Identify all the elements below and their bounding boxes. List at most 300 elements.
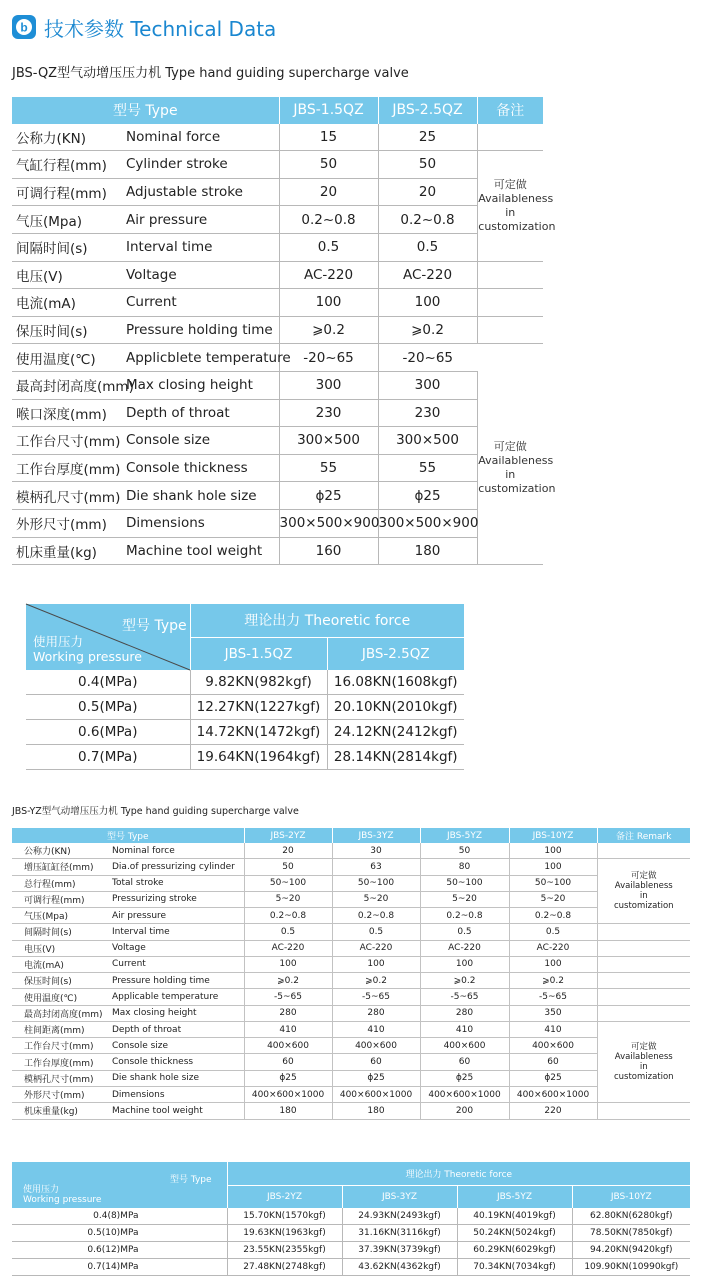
param-value: 400×600 xyxy=(244,1038,332,1054)
param-value: -5~65 xyxy=(332,989,420,1005)
param-value: AC-220 xyxy=(332,940,420,956)
remark-line: Availableness in xyxy=(614,1052,673,1073)
param-value: 5~20 xyxy=(420,891,509,907)
model-header: JBS-5YZ xyxy=(420,828,509,843)
model-header: JBS-1.5QZ xyxy=(190,637,327,670)
force-value: 23.55KN(2355kgf) xyxy=(227,1242,342,1259)
pressure-value: 0.4(MPa) xyxy=(26,670,190,695)
param-value: 100 xyxy=(279,289,378,317)
param-value: 100 xyxy=(509,859,597,875)
param-value: 230 xyxy=(378,399,477,427)
section-heading xyxy=(12,12,276,42)
param-name-en: Console size xyxy=(110,1038,244,1054)
param-name-cn: 可调行程(mm) xyxy=(12,891,110,907)
remark-cell xyxy=(477,371,556,564)
param-name-cn: 使用温度(℃) xyxy=(12,344,124,372)
pressure-value: 0.7(MPa) xyxy=(26,745,190,770)
param-name-en: Total stroke xyxy=(110,875,244,891)
param-name-cn: 电压(V) xyxy=(12,261,124,289)
remark-cell xyxy=(477,289,543,317)
param-value: 50 xyxy=(378,151,477,179)
param-value: 50 xyxy=(420,843,509,859)
table-row xyxy=(12,1103,690,1119)
param-value: 50~100 xyxy=(509,875,597,891)
param-name-cn: 工作台厚度(mm) xyxy=(12,1054,110,1070)
table-row xyxy=(12,509,543,537)
param-value: 55 xyxy=(279,454,378,482)
param-value: 55 xyxy=(378,454,477,482)
remark-line: customization xyxy=(478,481,556,495)
param-value: ϕ25 xyxy=(509,1070,597,1086)
table-row xyxy=(12,482,543,510)
param-value: 400×600×1000 xyxy=(509,1086,597,1102)
param-name-en: Pressure holding time xyxy=(124,316,279,344)
param-name-cn: 机床重量(kg) xyxy=(12,1103,110,1119)
table-row xyxy=(12,427,543,455)
remark-line: Availableness xyxy=(478,453,554,467)
param-value: 0.5 xyxy=(420,924,509,940)
param-value: -20~65 xyxy=(279,344,378,372)
param-value: 220 xyxy=(509,1103,597,1119)
param-value: 400×600 xyxy=(332,1038,420,1054)
force-value: 40.19KN(4019kgf) xyxy=(457,1208,572,1225)
force-value: 9.82KN(982kgf) xyxy=(190,670,327,695)
param-value: 300×500×900 xyxy=(378,509,477,537)
param-value: 5~20 xyxy=(332,891,420,907)
param-name-en: Die shank hole size xyxy=(110,1070,244,1086)
param-name-en: Voltage xyxy=(124,261,279,289)
force-value: 28.14KN(2814kgf) xyxy=(327,745,464,770)
param-name-cn: 使用温度(℃) xyxy=(12,989,110,1005)
param-name-en: Interval time xyxy=(110,924,244,940)
force-value: 31.16KN(3116kgf) xyxy=(342,1225,457,1242)
param-value: 180 xyxy=(332,1103,420,1119)
param-name-en: Applicable temperature xyxy=(110,989,244,1005)
remark-cell xyxy=(477,151,556,261)
force-value: 24.93KN(2493kgf) xyxy=(342,1208,457,1225)
param-value: 100 xyxy=(509,843,597,859)
param-value: 100 xyxy=(244,956,332,972)
table-row xyxy=(12,1225,690,1242)
param-value: 410 xyxy=(509,1021,597,1037)
table-row xyxy=(12,908,690,924)
table-row xyxy=(26,670,464,695)
param-value: 60 xyxy=(332,1054,420,1070)
model-header: JBS-5YZ xyxy=(457,1185,572,1208)
param-value: 280 xyxy=(420,1005,509,1021)
param-value: 230 xyxy=(279,399,378,427)
param-name-en: Voltage xyxy=(110,940,244,956)
param-value: 50 xyxy=(279,151,378,179)
param-value: ⩾0.2 xyxy=(509,973,597,989)
model-header: JBS-3YZ xyxy=(342,1185,457,1208)
pressure-value: 0.7(14)MPa xyxy=(12,1259,227,1276)
param-name-cn: 模柄孔尺寸(mm) xyxy=(12,482,124,510)
param-name-en: Pressurizing stroke xyxy=(110,891,244,907)
remark-cell xyxy=(597,1021,690,1102)
param-name-en: Nominal force xyxy=(124,124,279,151)
remark-text xyxy=(478,439,556,496)
b-logo-icon xyxy=(12,15,36,39)
table-row xyxy=(26,720,464,745)
table-row xyxy=(12,940,690,956)
param-name-en: Applicblete temperature xyxy=(124,344,279,372)
param-name-cn: 电流(mA) xyxy=(12,289,124,317)
type-header: 型号 Type xyxy=(12,828,244,843)
table-row xyxy=(12,316,543,344)
model-header: JBS-2YZ xyxy=(227,1185,342,1208)
force-value: 19.64KN(1964kgf) xyxy=(190,745,327,770)
param-value: 410 xyxy=(244,1021,332,1037)
model-header: JBS-2YZ xyxy=(244,828,332,843)
param-value: -5~65 xyxy=(420,989,509,1005)
table-row xyxy=(12,151,543,179)
param-value: 0.2~0.8 xyxy=(509,908,597,924)
param-value: ⩾0.2 xyxy=(378,316,477,344)
table-row xyxy=(12,289,543,317)
table-row xyxy=(12,233,543,261)
param-value: 20 xyxy=(378,178,477,206)
force-value: 43.62KN(4362kgf) xyxy=(342,1259,457,1276)
table-header-row xyxy=(12,828,690,843)
param-value: ϕ25 xyxy=(279,482,378,510)
table-row xyxy=(12,537,543,565)
param-name-cn: 公称力(KN) xyxy=(12,843,110,859)
type-label: 型号 Type xyxy=(122,618,187,634)
force-value: 109.90KN(10990kgf) xyxy=(572,1259,690,1276)
table-row xyxy=(12,1086,690,1102)
yz-spec-table xyxy=(12,828,690,1120)
param-value: 280 xyxy=(332,1005,420,1021)
table-row xyxy=(12,973,690,989)
table-row xyxy=(12,1259,690,1276)
param-value: 25 xyxy=(378,124,477,151)
param-value: 280 xyxy=(244,1005,332,1021)
param-value: AC-220 xyxy=(509,940,597,956)
model-header: JBS-3YZ xyxy=(332,828,420,843)
param-value: 160 xyxy=(279,537,378,565)
remark-line: in xyxy=(505,467,516,481)
param-name-cn: 气压(Mpa) xyxy=(12,908,110,924)
param-name-cn: 气压(Mpa) xyxy=(12,206,124,234)
param-name-en: Cylinder stroke xyxy=(124,151,279,179)
force-value: 60.29KN(6029kgf) xyxy=(457,1242,572,1259)
table-row xyxy=(12,1208,690,1225)
param-value: 100 xyxy=(332,956,420,972)
param-value: 400×600×1000 xyxy=(420,1086,509,1102)
force-value: 78.50KN(7850kgf) xyxy=(572,1225,690,1242)
table-row xyxy=(12,1005,690,1021)
param-name-en: Pressure holding time xyxy=(110,973,244,989)
param-name-en: Console thickness xyxy=(110,1054,244,1070)
diagonal-header-cell xyxy=(26,604,190,670)
force-value: 24.12KN(2412kgf) xyxy=(327,720,464,745)
table-header-row xyxy=(12,97,543,124)
param-name-en: Max closing height xyxy=(124,371,279,399)
remark-text xyxy=(612,871,676,911)
remark-cell xyxy=(597,843,690,859)
remark-cell xyxy=(597,1103,690,1119)
param-value: 0.5 xyxy=(509,924,597,940)
param-value: 300×500 xyxy=(279,427,378,455)
param-name-en: Depth of throat xyxy=(110,1021,244,1037)
param-name-en: Current xyxy=(110,956,244,972)
remark-cell xyxy=(477,316,543,344)
param-name-cn: 外形尺寸(mm) xyxy=(12,509,124,537)
param-value: ϕ25 xyxy=(420,1070,509,1086)
param-name-en: Interval time xyxy=(124,233,279,261)
param-value: 0.2~0.8 xyxy=(279,206,378,234)
table-row xyxy=(12,178,543,206)
table-row xyxy=(12,924,690,940)
param-value: 300 xyxy=(279,371,378,399)
param-value: 300 xyxy=(378,371,477,399)
table-row xyxy=(12,843,690,859)
param-value: 100 xyxy=(378,289,477,317)
param-name-en: Nominal force xyxy=(110,843,244,859)
table-row xyxy=(12,344,543,372)
remark-cell xyxy=(477,124,543,151)
param-name-en: Dimensions xyxy=(124,509,279,537)
force-value: 50.24KN(5024kgf) xyxy=(457,1225,572,1242)
param-value: 63 xyxy=(332,859,420,875)
param-name-en: Dimensions xyxy=(110,1086,244,1102)
param-value: 60 xyxy=(509,1054,597,1070)
param-name-en: Depth of throat xyxy=(124,399,279,427)
remark-line: customization xyxy=(613,901,674,912)
working-pressure-label: 使用压力 Working pressure xyxy=(33,634,142,664)
param-name-cn: 增压缸缸径(mm) xyxy=(12,859,110,875)
param-name-en: Console size xyxy=(124,427,279,455)
param-value: 400×600×1000 xyxy=(244,1086,332,1102)
param-value: 0.2~0.8 xyxy=(332,908,420,924)
param-name-cn: 总行程(mm) xyxy=(12,875,110,891)
param-name-cn: 间隔时间(s) xyxy=(12,233,124,261)
param-name-cn: 最高封闭高度(mm) xyxy=(12,371,124,399)
remark-cell xyxy=(597,956,690,972)
table-row xyxy=(12,371,543,399)
param-name-cn: 喉口深度(mm) xyxy=(12,399,124,427)
force-value: 70.34KN(7034kgf) xyxy=(457,1259,572,1276)
param-value: -5~65 xyxy=(509,989,597,1005)
param-name-cn: 电压(V) xyxy=(12,940,110,956)
param-value: 0.5 xyxy=(332,924,420,940)
param-value: AC-220 xyxy=(279,261,378,289)
param-name-cn: 气缸行程(mm) xyxy=(12,151,124,179)
remark-header: 备注 Remark xyxy=(597,828,690,843)
table-row xyxy=(12,1054,690,1070)
table-row xyxy=(12,989,690,1005)
param-value: ϕ25 xyxy=(332,1070,420,1086)
force-value: 94.20KN(9420kgf) xyxy=(572,1242,690,1259)
remark-text xyxy=(612,1042,676,1082)
yz-force-table xyxy=(12,1162,690,1276)
table-row xyxy=(12,956,690,972)
table-row xyxy=(12,124,543,151)
param-value: 30 xyxy=(332,843,420,859)
table-row xyxy=(12,859,690,875)
param-value: 60 xyxy=(420,1054,509,1070)
page-title: 技术参数 Technical Data xyxy=(44,16,277,41)
param-name-cn: 间隔时间(s) xyxy=(12,924,110,940)
param-value: -5~65 xyxy=(244,989,332,1005)
remark-line: in xyxy=(505,205,516,219)
table-row xyxy=(12,206,543,234)
table-row xyxy=(26,695,464,720)
force-value: 12.27KN(1227kgf) xyxy=(190,695,327,720)
force-value: 14.72KN(1472kgf) xyxy=(190,720,327,745)
param-name-en: Adjustable stroke xyxy=(124,178,279,206)
param-value: 0.2~0.8 xyxy=(420,908,509,924)
remark-cell xyxy=(597,924,690,940)
force-value: 62.80KN(6280kgf) xyxy=(572,1208,690,1225)
remark-cell xyxy=(597,989,690,1005)
param-value: 60 xyxy=(244,1054,332,1070)
param-value: 0.5 xyxy=(378,233,477,261)
param-value: 300×500 xyxy=(378,427,477,455)
param-value: 50 xyxy=(244,859,332,875)
param-value: ⩾0.2 xyxy=(332,973,420,989)
param-name-en: Max closing height xyxy=(110,1005,244,1021)
param-value: AC-220 xyxy=(244,940,332,956)
force-value: 27.48KN(2748kgf) xyxy=(227,1259,342,1276)
force-value: 20.10KN(2010kgf) xyxy=(327,695,464,720)
remark-line: Availableness in xyxy=(614,881,673,902)
theoretic-force-header: 理论出力 Theoretic force xyxy=(190,604,464,637)
param-name-cn: 机床重量(kg) xyxy=(12,537,124,565)
remark-text xyxy=(478,177,556,234)
force-value: 16.08KN(1608kgf) xyxy=(327,670,464,695)
param-name-cn: 工作台厚度(mm) xyxy=(12,454,124,482)
param-name-en: Air pressure xyxy=(110,908,244,924)
working-pressure-label: 使用压力 Working pressure xyxy=(23,1185,102,1205)
param-value: 50~100 xyxy=(244,875,332,891)
param-value: 0.5 xyxy=(244,924,332,940)
param-name-en: Air pressure xyxy=(124,206,279,234)
param-name-cn: 最高封闭高度(mm) xyxy=(12,1005,110,1021)
param-value: 5~20 xyxy=(509,891,597,907)
remark-cell xyxy=(477,261,543,289)
param-name-en: Dia.of pressurizing cylinder xyxy=(110,859,244,875)
remark-line: Availableness xyxy=(478,191,554,205)
type-label: 型号 Type xyxy=(170,1175,212,1185)
param-name-cn: 外形尺寸(mm) xyxy=(12,1086,110,1102)
qz-spec-table xyxy=(12,97,556,565)
param-value: 0.2~0.8 xyxy=(244,908,332,924)
param-name-en: Console thickness xyxy=(124,454,279,482)
param-value: ϕ25 xyxy=(378,482,477,510)
table-row xyxy=(12,1242,690,1259)
param-name-en: Machine tool weight xyxy=(124,537,279,565)
remark-line: 可定做 xyxy=(631,871,657,882)
pressure-value: 0.6(MPa) xyxy=(26,720,190,745)
remark-line: customization xyxy=(478,219,556,233)
param-name-cn: 保压时间(s) xyxy=(12,316,124,344)
param-name-en: Die shank hole size xyxy=(124,482,279,510)
table-row xyxy=(12,261,543,289)
param-value: 400×600 xyxy=(509,1038,597,1054)
param-name-cn: 保压时间(s) xyxy=(12,973,110,989)
pressure-value: 0.5(MPa) xyxy=(26,695,190,720)
svg-text:b: b xyxy=(20,20,28,35)
param-value: -20~65 xyxy=(378,344,477,372)
param-value: ⩾0.2 xyxy=(244,973,332,989)
param-value: 0.5 xyxy=(279,233,378,261)
force-value: 37.39KN(3739kgf) xyxy=(342,1242,457,1259)
model-header: JBS-2.5QZ xyxy=(327,637,464,670)
table-row xyxy=(12,454,543,482)
param-value: 410 xyxy=(420,1021,509,1037)
type-header: 型号 Type xyxy=(12,97,279,124)
table-row xyxy=(12,1038,690,1054)
table-row xyxy=(12,1070,690,1086)
remark-cell xyxy=(597,973,690,989)
pressure-value: 0.5(10)MPa xyxy=(12,1225,227,1242)
table-row xyxy=(12,1021,690,1037)
model-header: JBS-10YZ xyxy=(509,828,597,843)
pressure-value: 0.6(12)MPa xyxy=(12,1242,227,1259)
param-name-cn: 可调行程(mm) xyxy=(12,178,124,206)
pressure-value: 0.4(8)MPa xyxy=(12,1208,227,1225)
remark-header: 备注 xyxy=(477,97,543,124)
param-name-cn: 柱间距离(mm) xyxy=(12,1021,110,1037)
param-value: 0.2~0.8 xyxy=(378,206,477,234)
model-header: JBS-10YZ xyxy=(572,1185,690,1208)
table-row xyxy=(26,745,464,770)
remark-cell xyxy=(597,1005,690,1021)
param-value: ⩾0.2 xyxy=(279,316,378,344)
param-name-cn: 模柄孔尺寸(mm) xyxy=(12,1070,110,1086)
param-value: AC-220 xyxy=(420,940,509,956)
param-value: 100 xyxy=(509,956,597,972)
param-value: ⩾0.2 xyxy=(420,973,509,989)
param-value: 180 xyxy=(244,1103,332,1119)
param-name-cn: 工作台尺寸(mm) xyxy=(12,427,124,455)
param-name-cn: 电流(mA) xyxy=(12,956,110,972)
yz-subtitle: JBS-YZ型气动增压压力机 Type hand guiding supercharge valve xyxy=(12,806,299,817)
table-row xyxy=(12,399,543,427)
param-value: 20 xyxy=(244,843,332,859)
remark-line: customization xyxy=(613,1072,674,1083)
param-value: 5~20 xyxy=(244,891,332,907)
param-value: 20 xyxy=(279,178,378,206)
param-value: 410 xyxy=(332,1021,420,1037)
param-name-cn: 公称力(KN) xyxy=(12,124,124,151)
qz-force-table xyxy=(26,604,464,770)
remark-line: 可定做 xyxy=(493,177,527,191)
param-value: 180 xyxy=(378,537,477,565)
theoretic-force-header: 理论出力 Theoretic force xyxy=(227,1162,690,1185)
param-name-cn: 工作台尺寸(mm) xyxy=(12,1038,110,1054)
param-value: 50~100 xyxy=(420,875,509,891)
param-value: 400×600×1000 xyxy=(332,1086,420,1102)
remark-cell xyxy=(597,859,690,924)
remark-line: 可定做 xyxy=(631,1042,657,1053)
force-value: 15.70KN(1570kgf) xyxy=(227,1208,342,1225)
force-value: 19.63KN(1963kgf) xyxy=(227,1225,342,1242)
model-header: JBS-1.5QZ xyxy=(279,97,378,124)
table-row xyxy=(12,875,690,891)
remark-cell xyxy=(597,940,690,956)
table-row xyxy=(12,891,690,907)
param-value: 350 xyxy=(509,1005,597,1021)
diagonal-header-cell xyxy=(12,1162,227,1208)
param-value: 300×500×900 xyxy=(279,509,378,537)
param-value: 80 xyxy=(420,859,509,875)
param-name-en: Machine tool weight xyxy=(110,1103,244,1119)
param-value: ϕ25 xyxy=(244,1070,332,1086)
param-name-en: Current xyxy=(124,289,279,317)
